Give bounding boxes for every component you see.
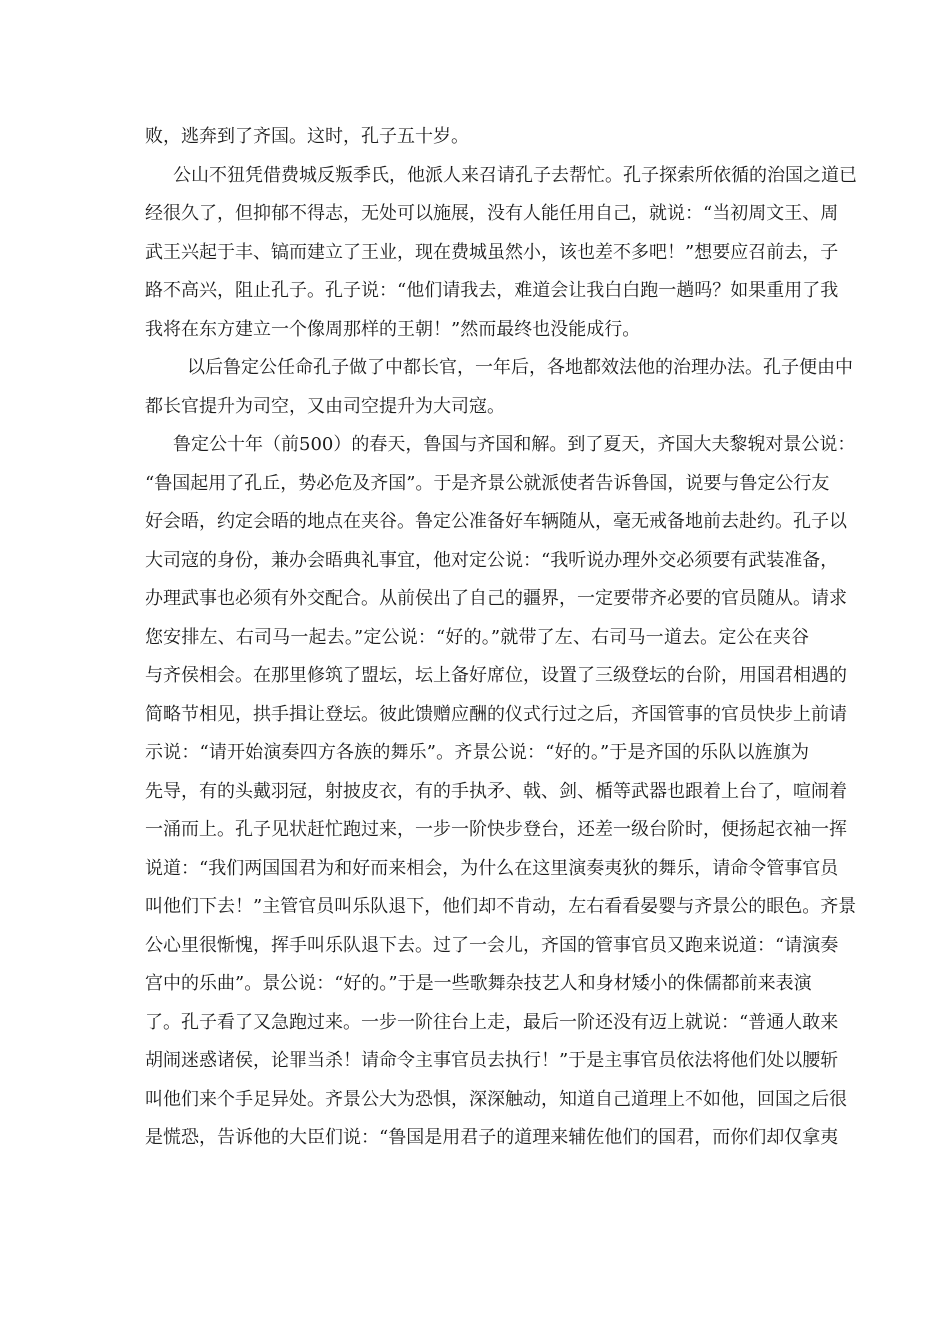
text-line: 以后鲁定公任命孔子做了中都长官，一年后，各地都效法他的治理办法。孔子便由中 [187, 357, 853, 378]
text-line: “鲁国起用了孔丘，势必危及齐国”。于是齐景公就派使者告诉鲁国，说要与鲁定公行友 [145, 472, 830, 494]
paragraph [145, 426, 857, 1158]
text-line: 一涌而上。孔子见状赶忙跑过来，一步一阶快步登台，还差一级台阶时，便扬起衣袖一挥 [145, 819, 847, 840]
text-line: 宫中的乐曲”。景公说：“好的。”于是一些歌舞杂技艺人和身材矮小的侏儒都前来表演 [145, 973, 812, 994]
text-line: 办理武事也必须有外交配合。从前侯出了自己的疆界，一定要带齐必要的官员随从。请求 [145, 588, 847, 609]
text-line: 公山不狃凭借费城反叛季氏，他派人来召请孔子去帮忙。孔子探索所依循的治国之道已 [173, 164, 857, 186]
text-line: 是慌恐，告诉他的大臣们说：“鲁国是用君子的道理来辅佐他们的国君，而你们却仅拿夷 [145, 1127, 839, 1148]
text-line: 叫他们下去！”主管官员叫乐队退下，他们却不肯动，左右看看晏婴与齐景公的眼色。齐景 [145, 896, 857, 917]
text-line: 我将在东方建立一个像周那样的王朝！”然而最终也没能成行。 [145, 318, 641, 340]
text-line: 好会晤，约定会晤的地点在夹谷。鲁定公准备好车辆随从，毫无戒备地前去赴约。孔子以 [145, 511, 847, 532]
text-line: 鲁定公十年（前500）的春天，鲁国与齐国和解。到了夏天，齐国大夫黎𫐐对景公说： [173, 434, 856, 455]
text-line: 您安排左、右司马一起去。”定公说：“好的。”就带了左、右司马一道去。定公在夹谷 [145, 626, 809, 648]
text-line: 大司寇的身份，兼办会晤典礼事宜，他对定公说：“我听说办理外交必须要有武装准备， [145, 549, 839, 571]
text-line: 经很久了，但抑郁不得志，无处可以施展，没有人能任用自己，就说：“当初周文王、周 [145, 203, 839, 224]
text-line: 先导，有的头戴羽冠，射披皮衣，有的手执矛、戟、剑、楯等武器也跟着上台了，喧闹着 [145, 780, 847, 802]
paragraph [145, 118, 809, 157]
text-line: 败，逃奔到了齐国。这时，孔子五十岁。 [145, 126, 469, 147]
text-line: 说道：“我们两国国君为和好而来相会，为什么在这里演奏夷狄的舞乐，请命令管事官员 [145, 857, 839, 879]
paragraph [145, 157, 857, 350]
text-line: 都长官提升为司空，又由司空提升为大司寇。 [145, 395, 505, 417]
text-line: 武王兴起于丰、镐而建立了王业，现在费城虽然小，该也差不多吧！”想要应召前去，子 [145, 241, 839, 263]
text-line: 简略节相见，拱手揖让登坛。彼此馈赠应酬的仪式行过之后，齐国管事的官员快步上前请 [145, 703, 847, 725]
text-line: 了。孔子看了又急跑过来。一步一阶往台上走，最后一阶还没有迈上就说：“普通人敢来 [145, 1011, 839, 1033]
text-line: 公心里很惭愧，挥手叫乐队退下去。过了一会儿，齐国的管事官员又跑来说道：“请演奏 [145, 934, 839, 956]
paragraph [145, 349, 853, 426]
text-line: 示说：“请开始演奏四方各族的舞乐”。齐景公说：“好的。”于是齐国的乐队以旌旗为 [145, 742, 809, 763]
text-line: 路不高兴，阻止孔子。孔子说：“他们请我去，难道会让我白白跑一趟吗？如果重用了我 [145, 280, 839, 301]
document-body [145, 118, 857, 1158]
text-line: 叫他们来个手足异处。齐景公大为恐惧，深深触动，知道自己道理上不如他，回国之后很 [145, 1088, 847, 1110]
text-line: 与齐侯相会。在那里修筑了盟坛，坛上备好席位，设置了三级登坛的台阶，用国君相遇的 [145, 665, 847, 686]
text-line: 胡闹迷惑诸侯，论罪当杀！请命令主事官员去执行！”于是主事官员依法将他们处以腰斩 [145, 1050, 839, 1071]
